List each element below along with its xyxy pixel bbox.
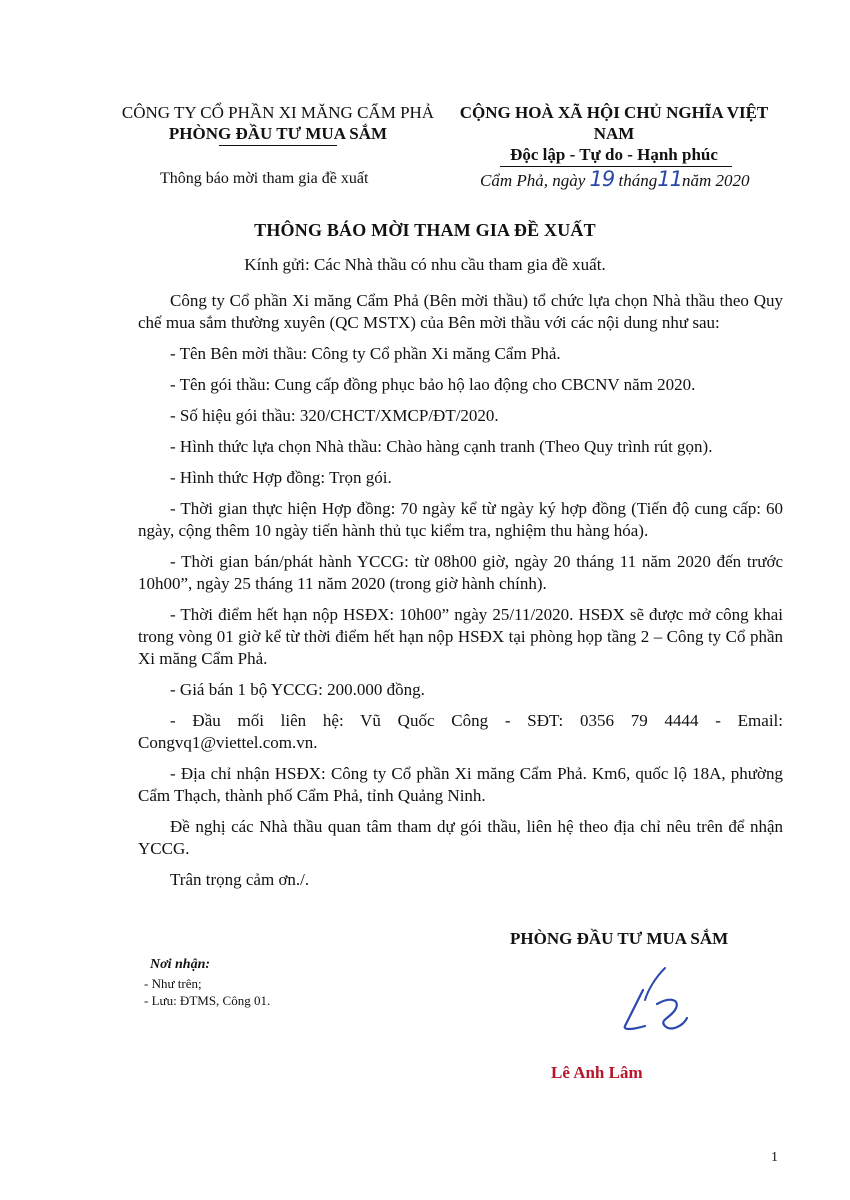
- signatory-name: Lê Anh Lâm: [551, 1063, 643, 1082]
- list-item: - Tên Bên mời thầu: Công ty Cổ phần Xi măng Cẩm Phả.: [170, 344, 561, 363]
- intro-paragraph: Công ty Cổ phần Xi măng Cẩm Phả (Bên mời thầu) tổ chức lựa chọn Nhà thầu theo Quy chế mua sắm thường xuyên (QC MSTX) của Bên mời thầu với các nội dung như sau:: [138, 291, 783, 332]
- page-number: 1: [771, 1150, 778, 1165]
- document-body: [138, 290, 783, 900]
- list-item: - Đầu mối liên hệ: Vũ Quốc Công - SĐT: 0356 79 4444 - Email: Congvq1@viettel.com.vn.: [138, 711, 783, 752]
- national-title: CỘNG HOÀ XÃ HỘI CHỦ NGHĨA VIỆT NAM: [459, 103, 769, 143]
- list-item: - Tên gói thầu: Cung cấp đồng phục bảo hộ lao động cho CBCNV năm 2020.: [170, 375, 696, 394]
- recipients-label: Nơi nhận:: [150, 957, 211, 972]
- recipient-item: - Như trên;: [144, 976, 202, 991]
- date-suffix: năm 2020: [682, 171, 750, 190]
- list-item: - Hình thức lựa chọn Nhà thầu: Chào hàng cạnh tranh (Theo Quy trình rút gọn).: [170, 437, 713, 456]
- issuer-underline: [219, 145, 337, 146]
- document-title: THÔNG BÁO MỜI THAM GIA ĐỀ XUẤT: [254, 220, 596, 240]
- date-line: [480, 167, 750, 191]
- signatory-title: PHÒNG ĐẦU TƯ MUA SẮM: [510, 929, 729, 948]
- national-motto: Độc lập - Tự do - Hạnh phúc: [510, 145, 718, 164]
- list-item: - Địa chỉ nhận HSĐX: Công ty Cổ phần Xi măng Cẩm Phả. Km6, quốc lộ 18A, phường Cẩm Thạch, thành phố Cẩm Phả, tỉnh Quảng Ninh.: [138, 764, 783, 805]
- national-header: [443, 102, 785, 167]
- list-item: - Giá bán 1 bộ YCCG: 200.000 đồng.: [170, 680, 425, 699]
- list-item: - Số hiệu gói thầu: 320/CHCT/XMCP/ĐT/2020.: [170, 406, 499, 425]
- department-name: PHÒNG ĐẦU TƯ MUA SẮM: [168, 124, 388, 143]
- list-item: - Thời gian thực hiện Hợp đồng: 70 ngày kể từ ngày ký hợp đồng (Tiến độ cung cấp: 60 ngày, cộng thêm 10 ngày tiến hành thủ tục kiểm tra, nghiệm thu hàng hóa).: [138, 499, 783, 540]
- date-mid: tháng: [618, 171, 658, 190]
- company-name: CÔNG TY CỔ PHẦN XI MĂNG CẨM PHẢ: [121, 103, 435, 122]
- request-paragraph: Đề nghị các Nhà thầu quan tâm tham dự gói thầu, liên hệ theo địa chỉ nêu trên để nhận YCCG.: [138, 817, 783, 858]
- list-item: - Thời gian bán/phát hành YCCG: từ 08h00 giờ, ngày 20 tháng 11 năm 2020 đến trước 10h00”, ngày 25 tháng 11 năm 2020 (trong giờ hành chính).: [138, 552, 783, 593]
- date-prefix: Cẩm Phả, ngày: [480, 171, 586, 190]
- closing-line: Trân trọng cảm ơn./.: [170, 870, 310, 889]
- signature-image: [615, 960, 705, 1040]
- issuer-block: [108, 102, 448, 146]
- notice-type: Thông báo mời tham gia đề xuất: [160, 170, 369, 187]
- list-item: - Hình thức Hợp đồng: Trọn gói.: [170, 468, 392, 487]
- date-day: 19: [589, 167, 615, 191]
- recipient-line: Kính gửi: Các Nhà thầu có nhu cầu tham gia đề xuất.: [244, 255, 606, 274]
- recipients-list: [144, 975, 270, 1009]
- recipient-item: - Lưu: ĐTMS, Công 01.: [144, 993, 271, 1008]
- list-item: - Thời điểm hết hạn nộp HSĐX: 10h00” ngày 25/11/2020. HSĐX sẽ được mở công khai trong vòng 01 giờ kể từ thời điểm hết hạn nộp HSĐX tại phòng họp tầng 2 – Công ty Cổ phần Xi măng Cẩm Phả.: [138, 605, 783, 668]
- date-month: 11: [657, 167, 682, 191]
